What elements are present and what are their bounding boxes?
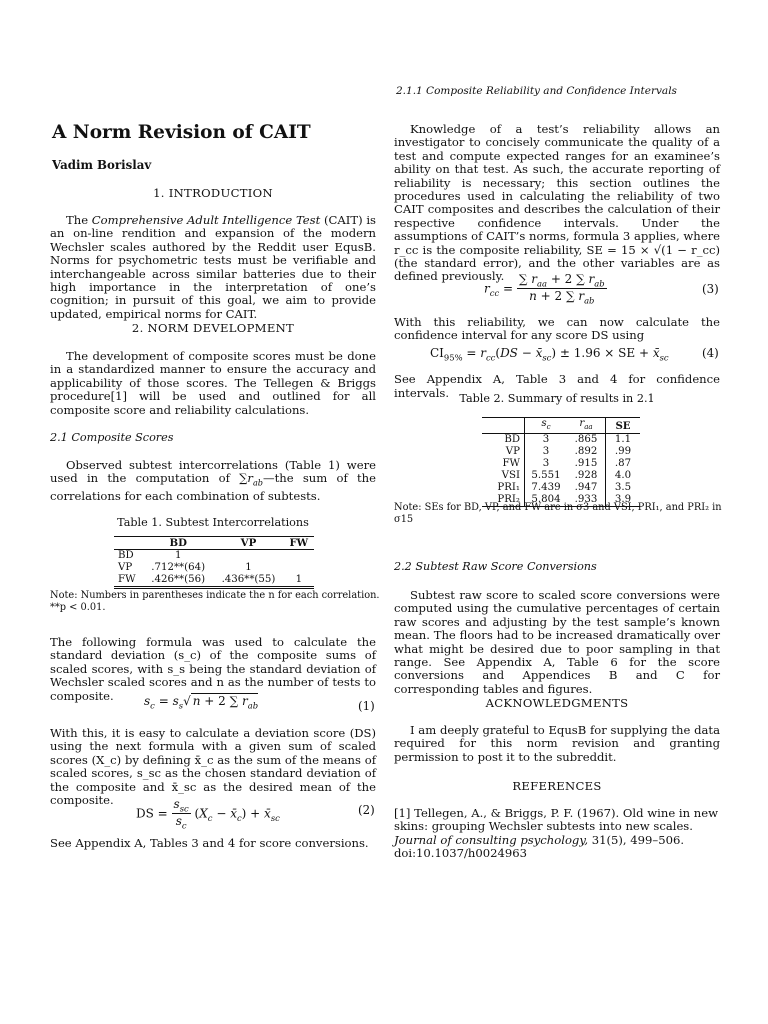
intro-paragraph: The Comprehensive Adult Intelligence Test (CAIT) is an on-line rendition and expansion of the modern Wechsler scales authored by the Reddit user EqusB. Norms for psychometric tests must be verifiable and interchangeable across similar batteries due to their high importance in the interpretation of one’s cognition; in pursuit of this goal, we aim to provide updated, empirical norms for CAIT. bbox=[50, 213, 376, 321]
table-cell: .99 bbox=[606, 446, 641, 458]
table1-container bbox=[114, 536, 314, 589]
formula1-paragraph: The following formula was used to calculate the standard deviation (s_c) of the composite sums of scaled scores, with s_s being the standard deviation of Wechsler scaled scores and n as the number of tests to composite. bbox=[50, 635, 376, 703]
table1-caption: Table 1. Subtest Intercorrelations bbox=[117, 516, 309, 529]
row-label: BD bbox=[118, 550, 134, 561]
table-row bbox=[114, 574, 314, 588]
table-cell: 1 bbox=[245, 562, 252, 573]
author-name: Vadim Borislav bbox=[52, 158, 152, 172]
table-cell: 4.0 bbox=[606, 470, 641, 482]
table-row bbox=[482, 470, 640, 482]
table-cell: .436**(55) bbox=[221, 574, 276, 585]
row-label: FW bbox=[502, 458, 520, 470]
table-cell: 5.551 bbox=[525, 470, 568, 482]
ack-paragraph: I am deeply grateful to EqusB for supplying the data required for this norm revision and granting permission to post it to the subreddit. bbox=[394, 723, 720, 764]
summary-table bbox=[482, 417, 640, 507]
row-label: PRI₂ bbox=[497, 494, 520, 506]
table2-note: Note: SEs for BD, VP, and FW are in σ3 and VSI, PRI₁, and PRI₂ in σ15 bbox=[394, 502, 722, 525]
table2-container bbox=[482, 417, 640, 507]
table-cell: 3 bbox=[525, 446, 568, 458]
table-cell bbox=[284, 562, 314, 574]
appendix-ci: See Appendix A, Table 3 and 4 for confidence intervals. bbox=[394, 372, 720, 400]
appendix-left: See Appendix A, Tables 3 and 4 for score conversions. bbox=[50, 836, 369, 850]
row-label: VSI bbox=[501, 470, 520, 482]
equation-2-number: (2) bbox=[358, 803, 375, 817]
table1-header: BD bbox=[169, 537, 187, 549]
table-cell bbox=[213, 550, 283, 563]
row-label: VP bbox=[118, 562, 133, 573]
table-cell: 1 bbox=[295, 574, 303, 585]
equation-4-number: (4) bbox=[702, 346, 719, 360]
table-row bbox=[482, 482, 640, 494]
table-row bbox=[482, 434, 640, 447]
raw-heading: 2.2 Subtest Raw Score Conversions bbox=[394, 560, 597, 573]
table1-header bbox=[114, 537, 143, 550]
table-cell: .928 bbox=[574, 470, 598, 482]
page-title: A Norm Revision of CAIT bbox=[52, 122, 311, 143]
table-row bbox=[114, 550, 314, 563]
row-label: VP bbox=[505, 446, 520, 458]
norm-heading: 2. NORM DEVELOPMENT bbox=[131, 321, 295, 335]
table2-header: $r_{aa}$ bbox=[579, 418, 593, 432]
table-cell: .947 bbox=[574, 482, 598, 494]
raw-paragraph: Subtest raw score to scaled score conversions were computed using the cumulative percentages of certain raw scores and adjusting by the test sample’s known mean. The floors had to be increased dramatically over what might be desired due to poor sampling in that range. See Appendix A, Table 6 for the score conversions and Appendices B and C for corresponding tables and figures. bbox=[394, 588, 720, 696]
ref-paragraph: [1] Tellegen, A., & Briggs, P. F. (1967). Old wine in new skins: grouping Wechsler subtests into new scales. Journal of consulting psychology, 31(5), 499–506. doi:10.1037/h0024963 bbox=[394, 806, 718, 861]
table-cell: 7.439 bbox=[525, 482, 568, 494]
reliability-paragraph: Knowledge of a test’s reliability allows an investigator to concisely communicate the quality of a test and compute expected ranges for an examinee’s ability on that test. As such, the accurate reporting of reliability is necessary; this section outlines the procedures used in calculating the reliability of two CAIT composites and describes the calculation of their respective confidence intervals. Under the assumptions of CAIT’s norms, formula 3 applies, where r_cc is the composite reliability, SE = 15 × √(1 − r_cc) (the standard error), and the other variables are as defined previously. bbox=[394, 122, 720, 284]
equation-3: $r_{cc}$ = $\frac{\sum r_{aa} + 2 \sum r_{ab}}{n + 2 \sum r_{ab}}$ bbox=[484, 272, 605, 306]
table-cell: .915 bbox=[574, 458, 598, 470]
composite-paragraph: Observed subtest intercorrelations (Table 1) were used in the computation of $\sum r_{ab}—the$ sum of the correlations for each combination of subtests. bbox=[50, 458, 376, 504]
table-cell: 1.1 bbox=[606, 434, 641, 447]
table-cell: .865 bbox=[574, 434, 598, 446]
equation-1: $s_c = s_s√$ n + 2 ∑ $r_{ab}$ bbox=[144, 694, 259, 711]
table-row bbox=[114, 562, 314, 574]
table1-header: VP bbox=[240, 537, 257, 549]
intercorrelation-table bbox=[114, 536, 314, 589]
row-label: FW bbox=[118, 574, 136, 585]
table-cell: 3.9 bbox=[606, 494, 641, 507]
row-label: BD bbox=[504, 434, 520, 446]
table-cell: .712**(64) bbox=[151, 562, 206, 573]
table2-header: SE bbox=[606, 418, 641, 434]
table-row bbox=[482, 458, 640, 470]
table-cell: .892 bbox=[574, 446, 598, 458]
table-cell: .426**(56) bbox=[151, 574, 206, 585]
running-head: 2.1.1 Composite Reliability and Confidence Intervals bbox=[396, 85, 677, 97]
ack-heading: ACKNOWLEDGMENTS bbox=[485, 696, 629, 710]
table-cell: 3 bbox=[525, 434, 568, 447]
equation-2: DS = $\frac{s_{sc}}{s_c}$ ($X_c$ − $x̄_c$) + $x̄_{sc}$ bbox=[136, 797, 280, 831]
table-cell bbox=[284, 550, 314, 563]
table-cell: 3.5 bbox=[606, 482, 641, 494]
table1-note: Note: Numbers in parentheses indicate the n for each correlation. **p < 0.01. bbox=[50, 590, 380, 613]
intro-heading: 1. INTRODUCTION bbox=[153, 186, 273, 200]
composite-heading: 2.1 Composite Scores bbox=[50, 431, 174, 444]
table2-caption: Table 2. Summary of results in 2.1 bbox=[459, 392, 655, 405]
table-row bbox=[482, 446, 640, 458]
ref-heading: REFERENCES bbox=[512, 779, 602, 793]
table2-header: $s_c$ bbox=[525, 418, 568, 434]
table-cell: 1 bbox=[174, 550, 182, 561]
ci-paragraph: With this reliability, we can now calculate the confidence interval for any score DS using bbox=[394, 315, 720, 343]
table-cell: 3 bbox=[525, 458, 568, 470]
ds-paragraph: With this, it is easy to calculate a deviation score (DS) using the next formula with a given sum of scaled scores (X_c) by defining x̄_c as the sum of the means of scaled scores, s_sc as the chosen standard deviation of the composite and x̄_sc as the desired mean of the composite. bbox=[50, 726, 376, 808]
equation-4: $CI_{95\%} = r_{cc}(DS$ − $x̄_{sc}) \pm 1.96$ × SE + $x̄_{sc}$ bbox=[430, 346, 669, 363]
table-cell: 5.804 bbox=[525, 494, 568, 507]
equation-3-number: (3) bbox=[702, 282, 719, 296]
table-cell: .933 bbox=[574, 494, 598, 506]
row-label: PRI₁ bbox=[497, 482, 520, 494]
equation-1-number: (1) bbox=[358, 699, 375, 713]
table2-header bbox=[482, 418, 525, 434]
table-cell: .87 bbox=[606, 458, 641, 470]
norm-paragraph: The development of composite scores must be done in a standardized manner to ensure the accuracy and applicability of those scores. The Tellegen & Briggs procedure[1] will be used and outlined for all composite score and reliability calculations. bbox=[50, 349, 376, 417]
table1-header: FW bbox=[289, 537, 309, 549]
